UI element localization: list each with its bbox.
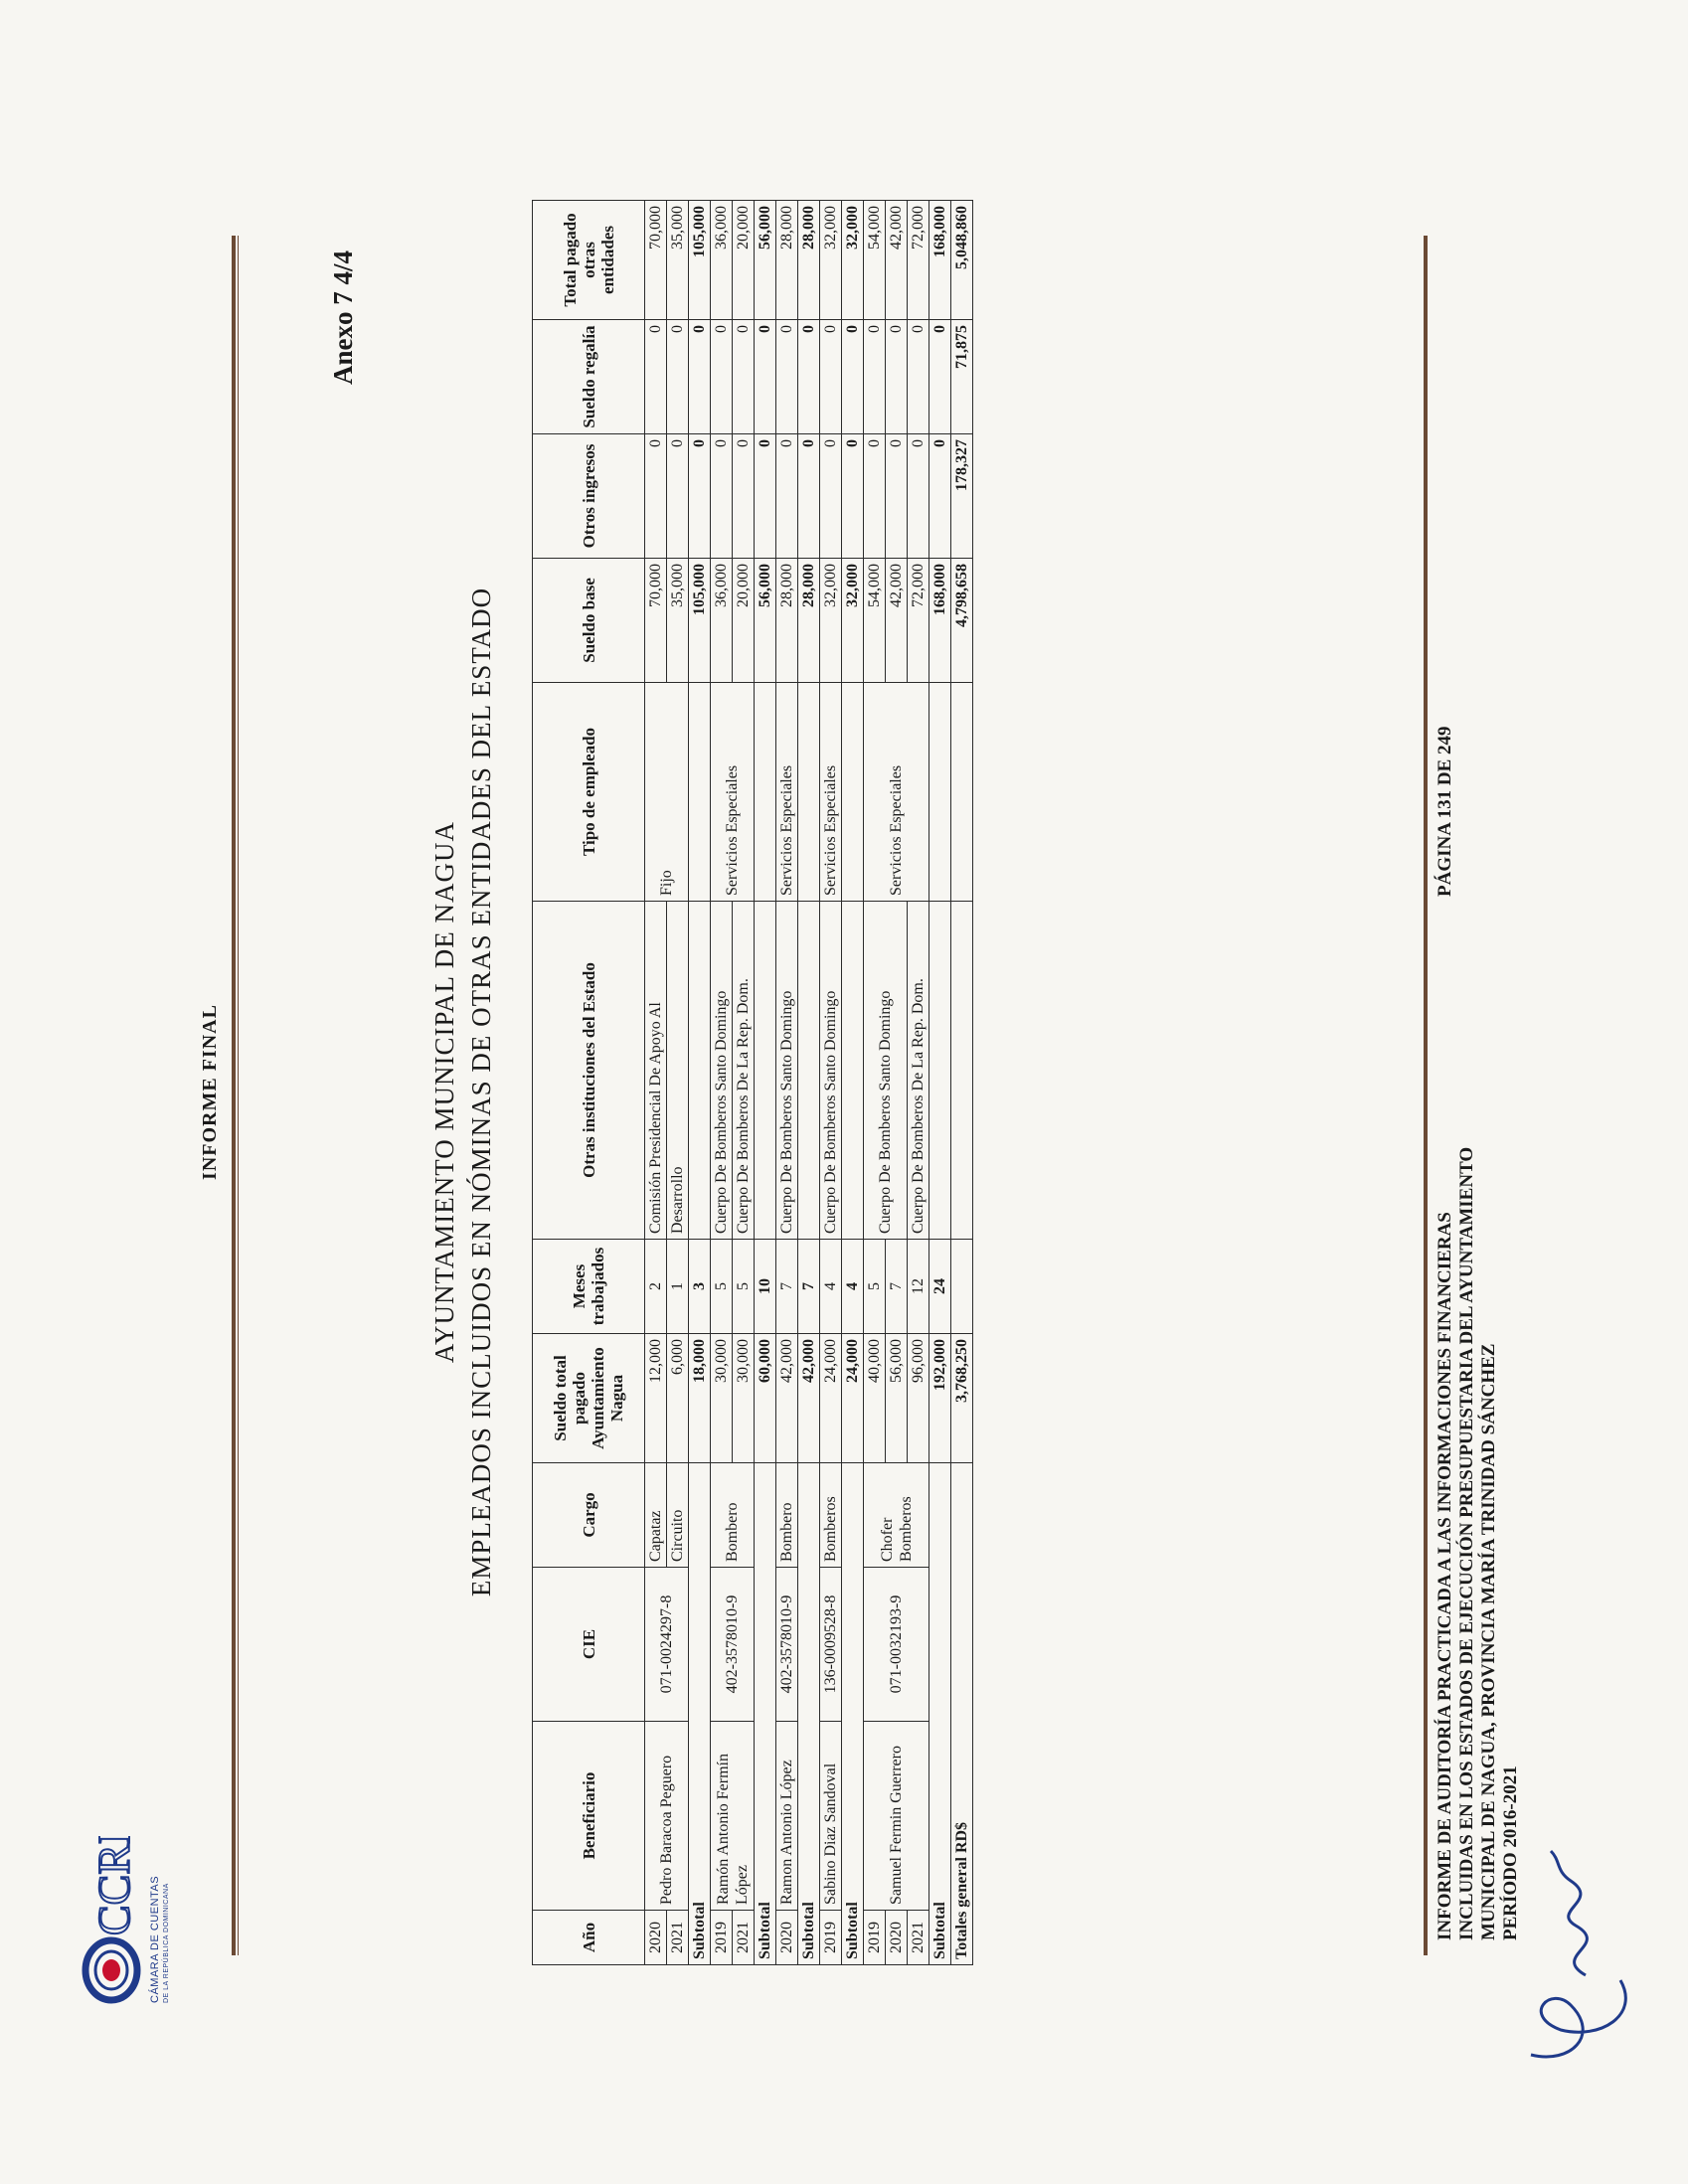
report-label: INFORME FINAL — [199, 1004, 221, 1180]
grand-total-regalia: 71,875 — [951, 320, 973, 434]
cell-cargo — [864, 1463, 929, 1568]
subtotal-label: Subtotal — [929, 1463, 951, 1965]
cell-months: 5 — [733, 1240, 755, 1334]
subtotal-total-other: 105,000 — [689, 201, 711, 320]
footer-rule — [1424, 236, 1428, 1955]
payroll-table — [532, 200, 973, 1965]
cell-institution: Comisión Presidencial De Apoyo Al — [645, 902, 667, 1240]
cell-institution: Desarrollo — [667, 902, 689, 1240]
cell-other-income: 0 — [711, 434, 733, 559]
col-header-employee-type: Tipo de empleado — [533, 683, 645, 902]
subtotal-base-salary: 168,000 — [929, 559, 951, 683]
grand-total-empty — [951, 1240, 973, 1334]
cell-base-salary: 72,000 — [908, 559, 929, 683]
cell-employee-type: Servicios Especiales — [820, 683, 842, 902]
cell-base-salary: 28,000 — [776, 559, 798, 683]
subtotal-paid: 192,000 — [929, 1334, 951, 1463]
cell-year: 2021 — [908, 1911, 929, 1965]
cell-months: 5 — [711, 1240, 733, 1334]
cell-months: 1 — [667, 1240, 689, 1334]
subtotal-empty — [929, 683, 951, 902]
col-header-base-salary: Sueldo base — [533, 559, 645, 683]
cell-total-other: 28,000 — [776, 201, 798, 320]
cell-beneficiary: Ramon Antonio López — [776, 1722, 798, 1911]
subtotal-other-income: 0 — [798, 434, 820, 559]
cell-year: 2020 — [886, 1911, 908, 1965]
cargo-line: Chofer — [878, 1517, 896, 1562]
cell-institution: Cuerpo De Bomberos Santo Domingo — [711, 902, 733, 1240]
subtotal-total-other: 28,000 — [798, 201, 820, 320]
cell-months: 2 — [645, 1240, 667, 1334]
cell-cargo: Circuito — [667, 1463, 689, 1568]
cell-other-income: 0 — [667, 434, 689, 559]
cell-total-other: 54,000 — [864, 201, 886, 320]
cell-other-income: 0 — [908, 434, 929, 559]
cell-employee-type: Servicios Especiales — [711, 683, 755, 902]
subtotal-empty — [929, 902, 951, 1240]
cell-year: 2019 — [864, 1911, 886, 1965]
cell-total-other: 35,000 — [667, 201, 689, 320]
subtotal-label: Subtotal — [689, 1463, 711, 1965]
cell-paid: 30,000 — [711, 1334, 733, 1463]
subtotal-empty — [755, 683, 776, 902]
subtotal-row — [929, 201, 951, 1965]
cell-paid: 12,000 — [645, 1334, 667, 1463]
cell-regalia: 0 — [820, 320, 842, 434]
col-header-cargo: Cargo — [533, 1463, 645, 1568]
subtotal-row — [798, 201, 820, 1965]
cell-base-salary: 32,000 — [820, 559, 842, 683]
subtotal-total-other: 56,000 — [755, 201, 776, 320]
cell-regalia: 0 — [645, 320, 667, 434]
col-header-months: Meses trabajados — [533, 1240, 645, 1334]
table-row — [864, 201, 886, 1965]
grand-total-empty — [951, 683, 973, 902]
cell-cie: 402-3578010-9 — [711, 1568, 755, 1722]
grand-total-total-other: 5,048,860 — [951, 201, 973, 320]
subtotal-other-income: 0 — [842, 434, 864, 559]
cell-employee-type: Fijo — [645, 683, 689, 902]
col-header-year: Año — [533, 1911, 645, 1965]
cell-institution: Cuerpo De Bomberos Santo Domingo — [820, 902, 842, 1240]
footer-line: INFORME DE AUDITORÍA PRACTICADA A LAS INFORMACIONES FINANCIERAS — [1435, 1212, 1455, 1940]
document-subtitle: EMPLEADOS INCLUIDOS EN NÓMINAS DE OTRAS ENTIDADES DEL ESTADO — [466, 587, 496, 1597]
subtotal-regalia: 0 — [689, 320, 711, 434]
subtotal-months: 3 — [689, 1240, 711, 1334]
subtotal-empty — [689, 902, 711, 1240]
cell-base-salary: 35,000 — [667, 559, 689, 683]
subtotal-base-salary: 56,000 — [755, 559, 776, 683]
cell-regalia: 0 — [711, 320, 733, 434]
subtotal-months: 4 — [842, 1240, 864, 1334]
cell-base-salary: 70,000 — [645, 559, 667, 683]
cell-total-other: 72,000 — [908, 201, 929, 320]
cell-paid: 42,000 — [776, 1334, 798, 1463]
subtotal-row — [689, 201, 711, 1965]
cell-employee-type: Servicios Especiales — [864, 683, 929, 902]
subtotal-empty — [842, 902, 864, 1240]
table-row — [645, 201, 667, 1965]
grand-total-base-salary: 4,798,658 — [951, 559, 973, 683]
grand-total-label: Totales general RD$ — [951, 1463, 973, 1965]
cell-institution: Cuerpo De Bomberos Santo Domingo — [864, 902, 908, 1240]
cell-employee-type: Servicios Especiales — [776, 683, 798, 902]
grand-total-paid: 3,768,250 — [951, 1334, 973, 1463]
subtotal-total-other: 168,000 — [929, 201, 951, 320]
footer-line: INCLUIDAS EN LOS ESTADOS DE EJECUCIÓN PRESUPUESTARIA DEL AYUNTAMIENTO — [1456, 1146, 1477, 1940]
cell-total-other: 20,000 — [733, 201, 755, 320]
cell-other-income: 0 — [886, 434, 908, 559]
cell-base-salary: 36,000 — [711, 559, 733, 683]
col-header-institutions: Otras instituciones del Estado — [533, 902, 645, 1240]
logo-lettering: CCRD — [88, 1836, 139, 1935]
cell-base-salary: 54,000 — [864, 559, 886, 683]
subtotal-paid: 60,000 — [755, 1334, 776, 1463]
subtotal-empty — [689, 683, 711, 902]
cell-cargo: Bombero — [711, 1463, 755, 1568]
cell-total-other: 42,000 — [886, 201, 908, 320]
grand-total-empty — [951, 902, 973, 1240]
table-row — [820, 201, 842, 1965]
page-number: PÁGINA 131 DE 249 — [1435, 726, 1455, 897]
cell-months: 4 — [820, 1240, 842, 1334]
header-rule — [232, 236, 236, 1955]
subtotal-regalia: 0 — [929, 320, 951, 434]
subtotal-regalia: 0 — [755, 320, 776, 434]
col-header-cie: CIE — [533, 1568, 645, 1722]
cell-paid: 30,000 — [733, 1334, 755, 1463]
subtotal-other-income: 0 — [929, 434, 951, 559]
grand-total-other-income: 178,327 — [951, 434, 973, 559]
cell-other-income: 0 — [820, 434, 842, 559]
cell-beneficiary: Ramón Antonio Fermín López — [711, 1722, 755, 1911]
subtotal-empty — [798, 683, 820, 902]
cell-total-other: 32,000 — [820, 201, 842, 320]
cell-base-salary: 42,000 — [886, 559, 908, 683]
cell-base-salary: 20,000 — [733, 559, 755, 683]
subtotal-paid: 42,000 — [798, 1334, 820, 1463]
cell-cie: 071-0032193-9 — [864, 1568, 929, 1722]
col-header-other-income: Otros ingresos — [533, 434, 645, 559]
subtotal-row — [755, 201, 776, 1965]
footer-line: PERÍODO 2016-2021 — [1500, 1765, 1521, 1940]
subtotal-total-other: 32,000 — [842, 201, 864, 320]
cell-other-income: 0 — [733, 434, 755, 559]
col-header-beneficiary: Beneficiario — [533, 1722, 645, 1911]
cell-paid: 40,000 — [864, 1334, 886, 1463]
cell-cargo: Bombero — [776, 1463, 798, 1568]
cell-regalia: 0 — [886, 320, 908, 434]
subtotal-label: Subtotal — [755, 1463, 776, 1965]
subtotal-empty — [842, 683, 864, 902]
subtotal-base-salary: 105,000 — [689, 559, 711, 683]
header-rule-thin — [238, 236, 239, 1955]
grand-total-row — [951, 201, 973, 1965]
subtotal-paid: 18,000 — [689, 1334, 711, 1463]
subtotal-row — [842, 201, 864, 1965]
col-header-paid-ayuntamiento: Sueldo total pagado Ayuntamiento Nagua — [533, 1334, 645, 1463]
cell-other-income: 0 — [776, 434, 798, 559]
subtotal-base-salary: 28,000 — [798, 559, 820, 683]
cell-cie: 402-3578010-9 — [776, 1568, 798, 1722]
annex-label: Anexo 7 4/4 — [328, 251, 358, 385]
table-header-row — [533, 201, 645, 1965]
cell-year: 2021 — [733, 1911, 755, 1965]
cell-regalia: 0 — [667, 320, 689, 434]
cell-year: 2019 — [820, 1911, 842, 1965]
cargo-line: Bomberos — [897, 1496, 915, 1562]
cell-months: 5 — [864, 1240, 886, 1334]
col-header-total-other: Total pagado otras entidades — [533, 201, 645, 320]
subtotal-empty — [755, 902, 776, 1240]
cell-beneficiary: Sabino Diaz Sandoval — [820, 1722, 842, 1911]
subtotal-other-income: 0 — [689, 434, 711, 559]
cell-cie: 136-0009528-8 — [820, 1568, 842, 1722]
table-row — [776, 201, 798, 1965]
subtotal-base-salary: 32,000 — [842, 559, 864, 683]
cell-months: 7 — [776, 1240, 798, 1334]
cell-total-other: 36,000 — [711, 201, 733, 320]
subtotal-paid: 24,000 — [842, 1334, 864, 1463]
cell-year: 2021 — [667, 1911, 689, 1965]
cell-paid: 6,000 — [667, 1334, 689, 1463]
cell-months: 12 — [908, 1240, 929, 1334]
ccrd-logo — [70, 1836, 189, 2005]
cell-beneficiary: Pedro Baracoa Peguero — [645, 1722, 689, 1911]
subtotal-months: 7 — [798, 1240, 820, 1334]
cell-institution: Cuerpo De Bomberos De La Rep. Dom. — [908, 902, 929, 1240]
cell-paid: 96,000 — [908, 1334, 929, 1463]
cell-paid: 56,000 — [886, 1334, 908, 1463]
payroll-table-wrapper — [532, 201, 973, 1965]
footer-report-description — [1435, 1147, 1522, 1940]
footer-line: MUNICIPAL DE NAGUA, PROVINCIA MARÍA TRINIDAD SÁNCHEZ — [1478, 1343, 1499, 1940]
subtotal-months: 24 — [929, 1240, 951, 1334]
cell-cie: 071-0024297-8 — [645, 1568, 689, 1722]
signature-scribble — [1491, 1846, 1660, 2075]
cell-cargo: Bomberos — [820, 1463, 842, 1568]
logo-caption: CÁMARA DE CUENTAS — [149, 1875, 161, 2003]
cell-total-other: 70,000 — [645, 201, 667, 320]
ccrd-logo-graphic — [70, 1836, 189, 2005]
subtotal-empty — [798, 902, 820, 1240]
cell-regalia: 0 — [776, 320, 798, 434]
cell-months: 7 — [886, 1240, 908, 1334]
handwritten-signature — [1491, 1846, 1660, 2075]
cell-institution: Cuerpo De Bomberos Santo Domingo — [776, 902, 798, 1240]
cell-regalia: 0 — [733, 320, 755, 434]
cell-beneficiary: Samuel Fermin Guerrero — [864, 1722, 929, 1911]
cell-cargo: Capataz — [645, 1463, 667, 1568]
subtotal-months: 10 — [755, 1240, 776, 1334]
cell-other-income: 0 — [645, 434, 667, 559]
cell-regalia: 0 — [908, 320, 929, 434]
document-title: AYUNTAMIENTO MUNICIPAL DE NAGUA — [429, 820, 459, 1364]
cell-regalia: 0 — [864, 320, 886, 434]
cell-paid: 24,000 — [820, 1334, 842, 1463]
subtotal-regalia: 0 — [842, 320, 864, 434]
cell-year: 2020 — [776, 1911, 798, 1965]
cell-institution: Cuerpo De Bomberos De La Rep. Dom. — [733, 902, 755, 1240]
col-header-regalia: Sueldo regalía — [533, 320, 645, 434]
subtotal-regalia: 0 — [798, 320, 820, 434]
cell-other-income: 0 — [864, 434, 886, 559]
subtotal-label: Subtotal — [798, 1463, 820, 1965]
table-row — [711, 201, 733, 1965]
logo-subcaption: DE LA REPÚBLICA DOMINICANA — [163, 1883, 170, 2003]
cell-year: 2020 — [645, 1911, 667, 1965]
subtotal-label: Subtotal — [842, 1463, 864, 1965]
cell-year: 2019 — [711, 1911, 733, 1965]
subtotal-other-income: 0 — [755, 434, 776, 559]
